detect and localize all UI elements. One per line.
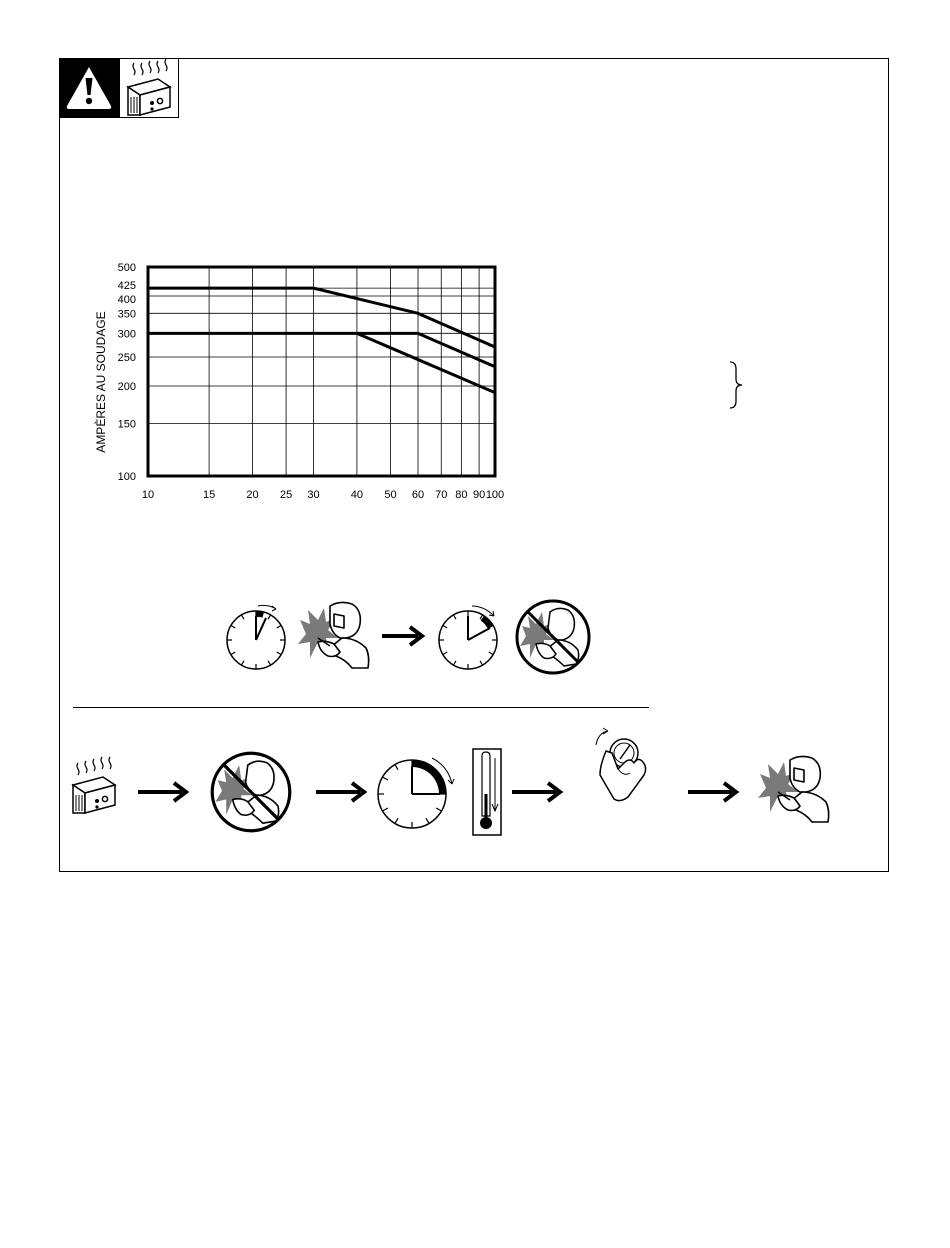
thermometer-cooling-icon — [472, 748, 502, 836]
overheated-machine-icon — [70, 755, 126, 815]
right-arrow-icon — [686, 780, 740, 804]
y-tick-label: 200 — [117, 380, 136, 393]
y-tick-label: 150 — [117, 418, 136, 431]
welder-icon — [296, 598, 372, 670]
x-tick-label: 90 — [472, 489, 486, 501]
x-tick-label: 80 — [455, 489, 468, 501]
y-tick-label: 500 — [117, 262, 136, 274]
overheated-machine-icon — [119, 58, 179, 118]
series-line-3 — [357, 333, 495, 392]
x-tick-label: 40 — [350, 489, 364, 501]
x-tick-label: 10 — [141, 489, 155, 501]
y-tick-label: 250 — [117, 352, 136, 365]
y-axis-label: AMPÈRES AU SOUDAGE — [94, 311, 108, 453]
series-line-1 — [148, 288, 495, 347]
x-tick-label: 20 — [246, 489, 259, 501]
y-tick-label: 300 — [117, 328, 136, 341]
x-tick-label: 70 — [435, 489, 448, 501]
x-tick-label: 30 — [307, 489, 320, 501]
x-tick-label: 25 — [279, 489, 293, 501]
right-arrow-icon — [510, 780, 564, 804]
timer-clock-icon — [222, 600, 290, 672]
curly-brace-icon — [724, 360, 748, 410]
x-tick-label: 50 — [384, 489, 397, 501]
y-tick-label: 350 — [117, 308, 136, 321]
x-tick-label: 60 — [411, 489, 425, 501]
warning-triangle-icon — [59, 58, 119, 118]
x-tick-label: 15 — [202, 489, 216, 501]
section-divider — [73, 707, 649, 708]
right-arrow-icon — [380, 624, 426, 648]
series-line-2 — [148, 333, 495, 366]
y-tick-label: 425 — [117, 280, 136, 293]
adjust-knob-icon — [590, 725, 652, 805]
duty-cycle-chart — [90, 255, 530, 515]
y-tick-label: 400 — [117, 293, 136, 306]
x-tick-label: 100 — [485, 489, 505, 501]
right-arrow-icon — [314, 780, 368, 804]
right-arrow-icon — [136, 780, 190, 804]
y-tick-label: 100 — [117, 471, 136, 483]
no-welding-icon — [514, 598, 592, 676]
no-welding-icon — [208, 750, 294, 834]
timer-clock-icon — [434, 600, 502, 672]
timer-clock-icon — [372, 752, 458, 832]
welder-icon — [756, 752, 832, 824]
